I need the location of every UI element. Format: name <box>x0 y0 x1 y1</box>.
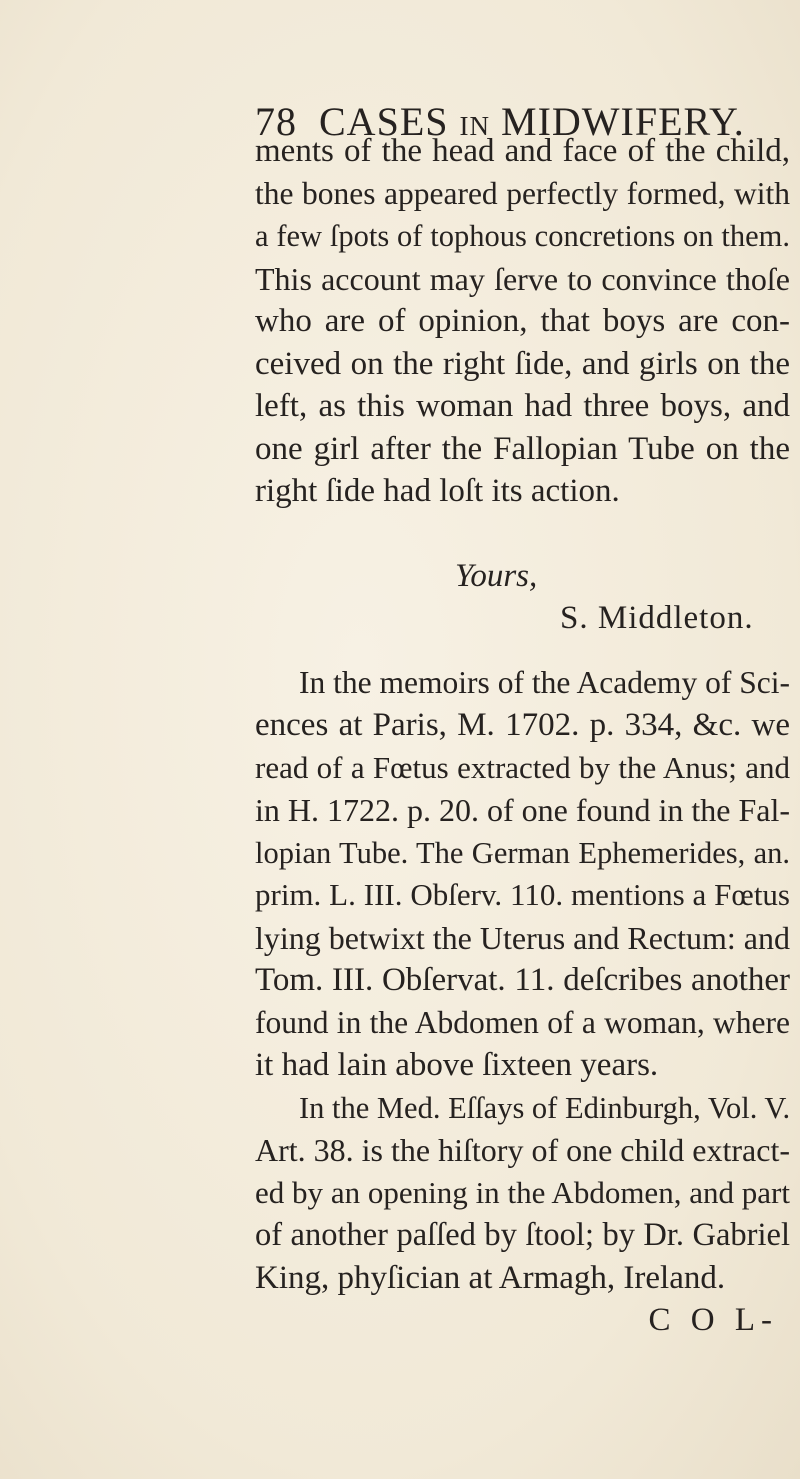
text-line: the bones appeared perfectly formed, with <box>255 175 790 211</box>
page-body <box>255 130 790 1342</box>
text-line: in H. 1722. p. 20. of one found in the Fal- <box>255 792 791 828</box>
text-line: who are of opinion, that boys are con- <box>255 303 790 339</box>
text-line: found in the Abdomen of a woman, where <box>255 1004 790 1040</box>
text-line: Art. 38. is the hiſtory of one child extract- <box>255 1132 790 1168</box>
text-line: left, as this woman had three boys, and <box>255 388 790 424</box>
text-line: right ſide had loſt its action. <box>255 473 620 509</box>
text-line: In the Med. Eſſays of Edinburgh, Vol. V. <box>299 1090 791 1125</box>
text-line: Tom. III. Obſervat. 11. deſcribes another <box>255 962 790 998</box>
page-number: 78 <box>255 99 297 144</box>
text-line: In the memoirs of the Academy of Sci- <box>299 664 790 700</box>
running-title: CASES IN MIDWIFERY. <box>319 99 745 144</box>
letter-closing: Yours, <box>455 557 538 594</box>
text-line: lopian Tube. The German Ephemerides, an. <box>255 835 790 870</box>
text-line: ed by an opening in the Abdomen, and part <box>255 1174 790 1210</box>
catchword: C O L- <box>648 1302 778 1338</box>
text-line: one girl after the Fallopian Tube on the <box>255 430 790 467</box>
text-line: ments of the head and face of the child, <box>255 133 790 169</box>
text-line: This account may ſerve to convince thoſe <box>255 260 790 297</box>
text-line: of another paſſed by ſtool; by Dr. Gabriel <box>255 1217 790 1253</box>
text-line: ences at Paris, M. 1702. p. 334, &c. we <box>255 707 790 743</box>
text-line: it had lain above ſixteen years. <box>255 1047 659 1083</box>
text-line: ceived on the right ſide, and girls on the <box>255 345 790 382</box>
letter-signature: S. Middleton. <box>560 600 754 636</box>
text-line: a few ſpots of tophous concretions on them. <box>255 219 790 253</box>
text-line: lying betwixt the Uterus and Rectum: and <box>255 919 790 956</box>
text-line: read of a Fœtus extracted by the Anus; and <box>255 749 790 785</box>
text-line: King, phyſician at Armagh, Ireland. <box>255 1259 726 1296</box>
text-line: prim. L. III. Obſerv. 110. mentions a Fœtus <box>255 877 790 912</box>
